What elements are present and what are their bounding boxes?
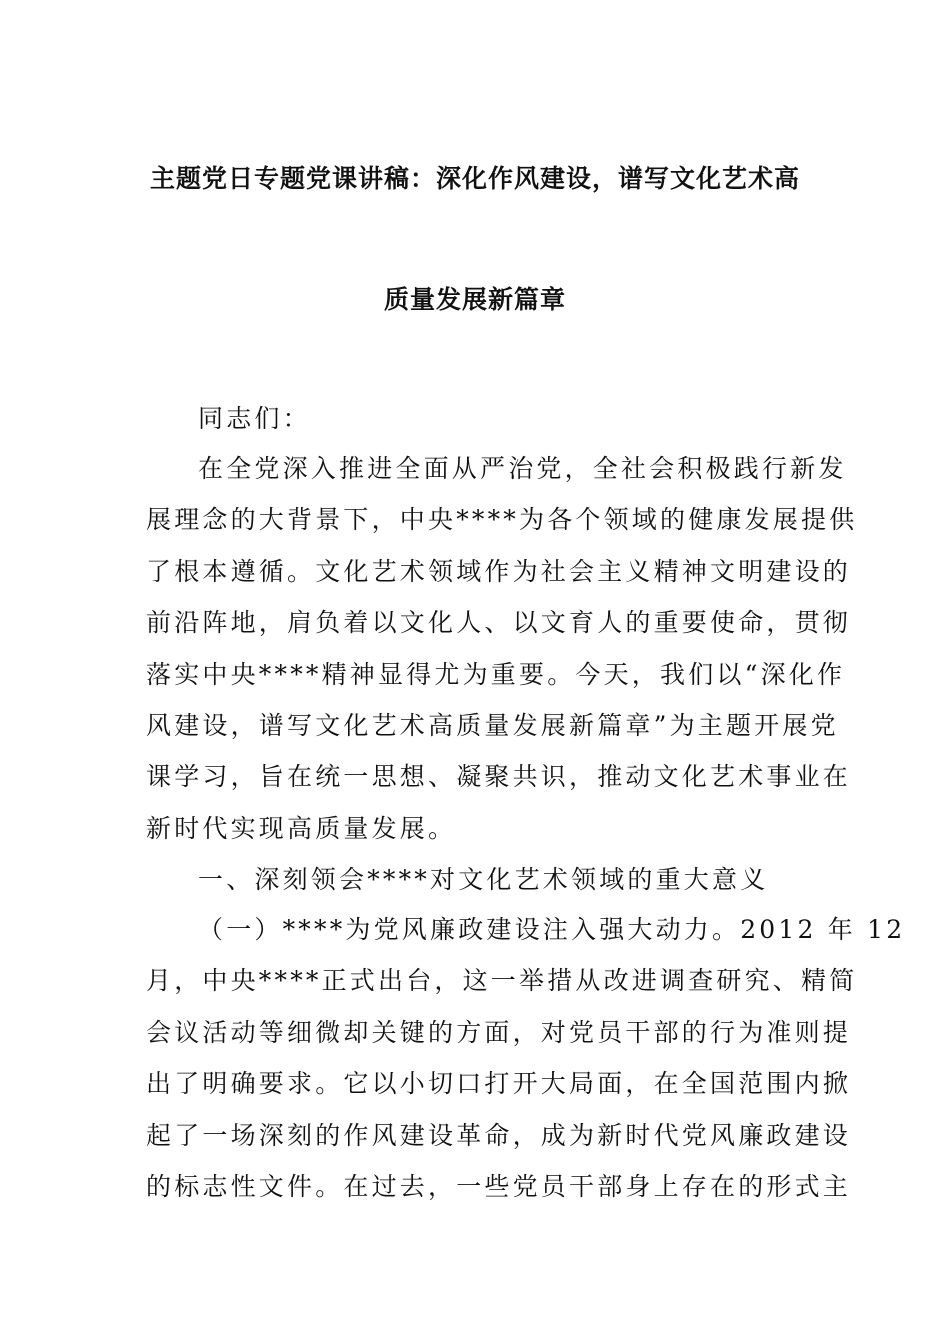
greeting: 同志们： — [198, 404, 311, 433]
paragraph-1-line: 在全党深入推进全面从严治党，全社会积极践行新发 — [198, 454, 847, 483]
paragraph-2 — [146, 904, 906, 1212]
paragraph-1-line: 课学习，旨在统一思想、凝聚共识，推动文化艺术事业在 — [146, 762, 852, 792]
section-heading-1: 一、深刻领会****对文化艺术领域的重大意义 — [198, 865, 769, 894]
paragraph-1 — [146, 443, 858, 854]
paragraph-2-line: 会议活动等细微却关键的方面，对党员干部的行为准则提 — [146, 1017, 852, 1047]
paragraph-2-line: 出了明确要求。它以小切口打开大局面，在全国范围内掀 — [146, 1069, 852, 1099]
document-title-line-1: 主题党日专题党课讲稿：深化作风建设，谱写文化艺术高 — [149, 164, 800, 193]
paragraph-1-line: 前沿阵地，肩负着以文化人、以文育人的重要使命，贯彻 — [146, 608, 852, 638]
paragraph-1-line: 了根本遵循。文化艺术领域作为社会主义精神文明建设的 — [146, 556, 852, 586]
paragraph-2-line: 起了一场深刻的作风建设革命，成为新时代党风廉政建设 — [146, 1120, 852, 1150]
paragraph-1-line: 落实中央****精神显得尤为重要。今天，我们以“深化作 — [146, 659, 846, 689]
document-title-line-2: 质量发展新篇章 — [383, 285, 566, 314]
paragraph-2-line: （一）****为党风廉政建设注入强大动力。2012 年 12 — [198, 915, 906, 944]
paragraph-2-line: 的标志性文件。在过去，一些党员干部身上存在的形式主 — [146, 1171, 852, 1201]
paragraph-1-line: 风建设，谱写文化艺术高质量发展新篇章”为主题开展党 — [146, 710, 839, 740]
paragraph-2-line: 月，中央****正式出台，这一举措从改进调查研究、精简 — [146, 966, 858, 996]
paragraph-1-line: 展理念的大背景下，中央****为各个领域的健康发展提供 — [146, 505, 858, 535]
paragraph-1-line: 新时代实现高质量发展。 — [146, 813, 457, 843]
